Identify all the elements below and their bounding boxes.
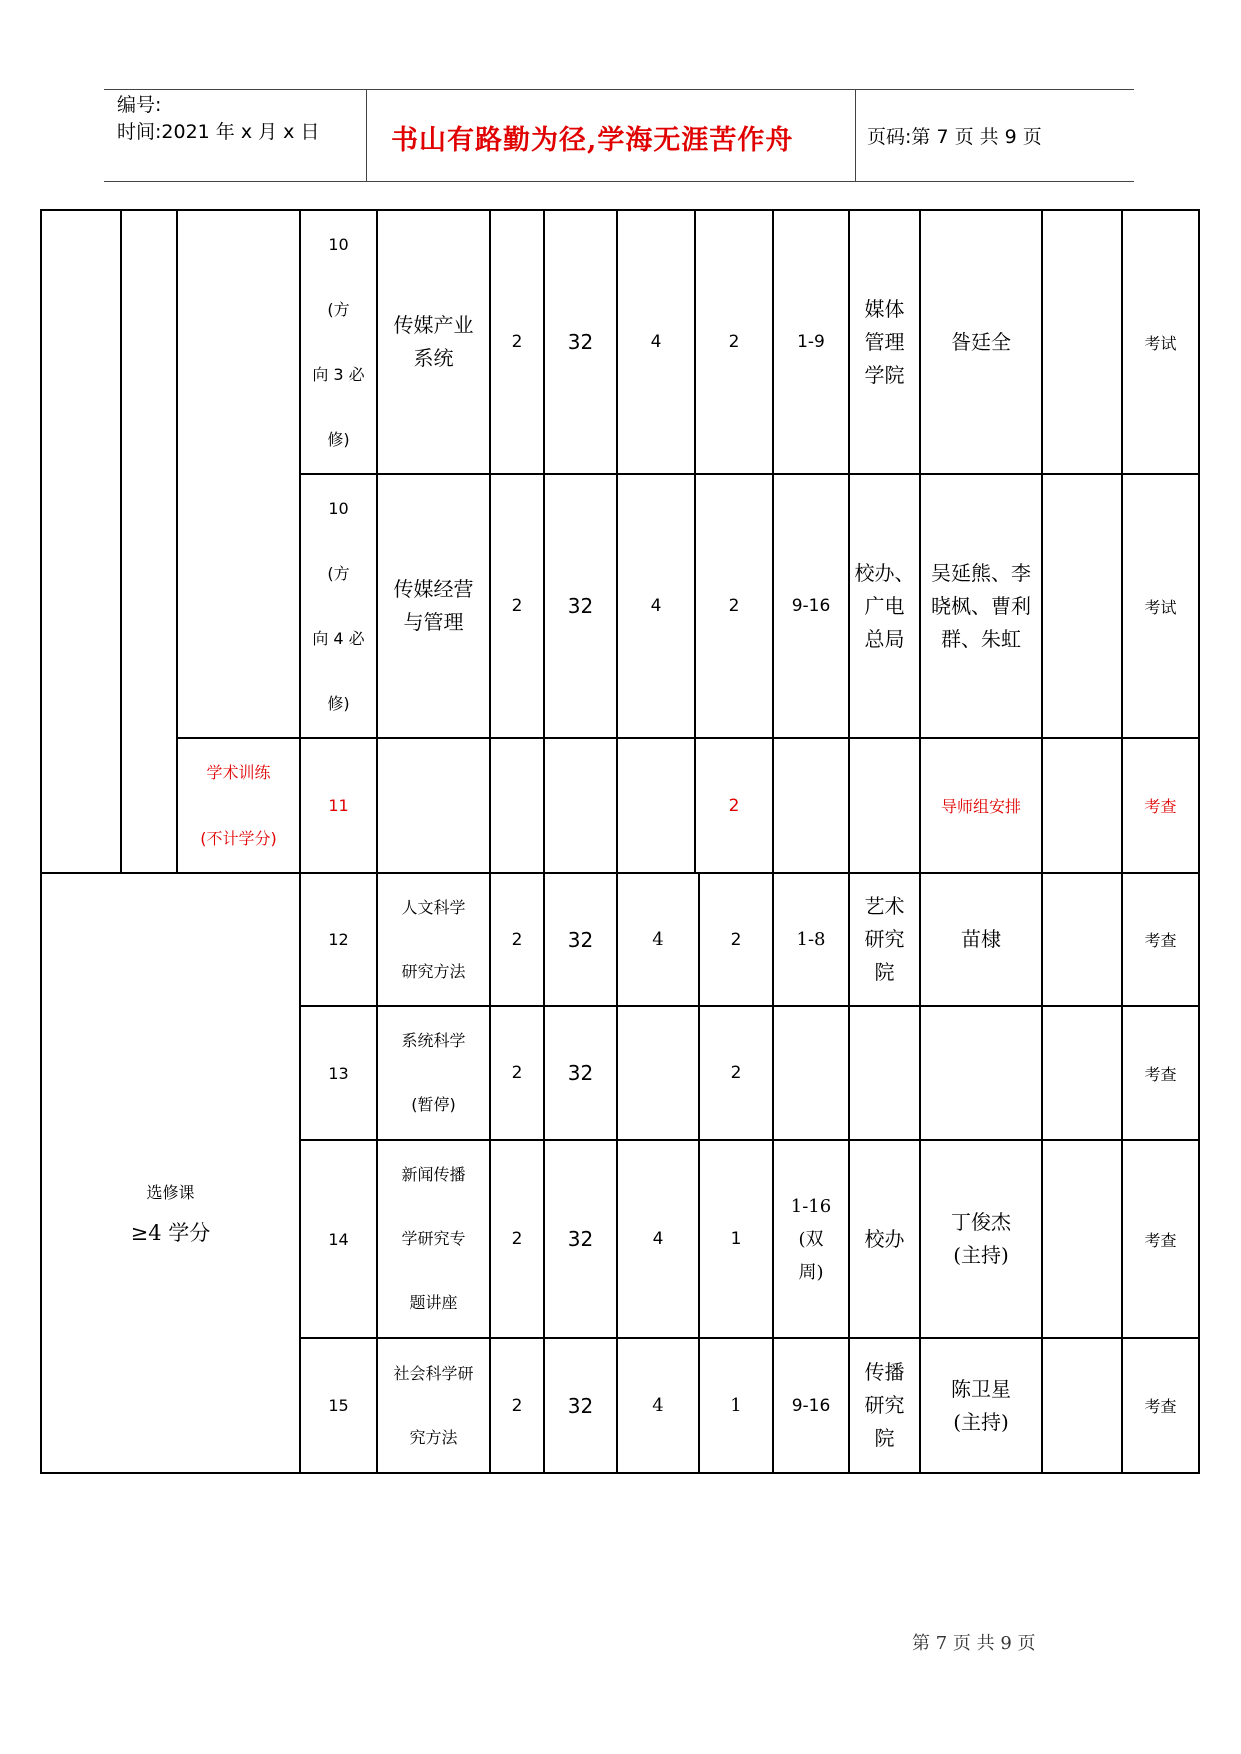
- row2-weeks: 9-16: [774, 475, 850, 739]
- row2-semester: 2: [696, 475, 774, 739]
- row7-weeks: 9-16: [774, 1339, 850, 1472]
- row4-teacher: 苗棣: [921, 874, 1043, 1007]
- row7-hours: 32: [545, 1339, 618, 1472]
- row4-semester: 2: [700, 874, 774, 1007]
- row2-dept: 校办、 广电 总局: [850, 475, 921, 739]
- row2-teacher: 吴延熊、李 晓枫、曹利 群、朱虹: [921, 475, 1043, 739]
- row1-course: 传媒产业 系统: [378, 211, 491, 475]
- row1-weeks-per: 4: [618, 211, 696, 475]
- row6-dept: 校办: [850, 1141, 921, 1339]
- course-table: [40, 209, 1200, 1474]
- row5-weeks: [774, 1007, 850, 1141]
- row6-weeks: 1-16 (双 周): [774, 1141, 850, 1339]
- row5-weeks-per: [618, 1007, 700, 1141]
- row7-dept: 传播 研究 院: [850, 1339, 921, 1472]
- row4-number: 12: [301, 874, 378, 1007]
- row4-hours: 32: [545, 874, 618, 1007]
- row7-weeks-per: 4: [618, 1339, 700, 1472]
- row1-hours: 32: [545, 211, 618, 475]
- row2-weeks-per: 4: [618, 475, 696, 739]
- row4-weeks-per: 4: [618, 874, 700, 1007]
- row5-blank: [1043, 1007, 1123, 1141]
- header-divider-left: [366, 89, 367, 182]
- blank-col-c: [178, 211, 301, 739]
- row2-blank: [1043, 475, 1123, 739]
- row2-number: 10 (方 向 4 必 修): [301, 475, 378, 739]
- row1-assess: 考试: [1123, 211, 1198, 475]
- page-label: 页码:第 7 页 共 9 页: [867, 126, 1042, 148]
- row7-course: 社会科学研 究方法: [378, 1339, 491, 1472]
- row3-blank: [1043, 739, 1123, 874]
- row3-category: 学术训练 (不计学分): [178, 739, 301, 874]
- row1-blank: [1043, 211, 1123, 475]
- row5-semester: 2: [700, 1007, 774, 1141]
- row5-number: 13: [301, 1007, 378, 1141]
- row1-weeks: 1-9: [774, 211, 850, 475]
- header-divider-right: [855, 89, 856, 182]
- row6-semester: 1: [700, 1141, 774, 1339]
- row5-hours: 32: [545, 1007, 618, 1141]
- row1-credit: 2: [491, 211, 545, 475]
- row5-course: 系统科学 (暂停): [378, 1007, 491, 1141]
- row3-number: 11: [301, 739, 378, 874]
- row7-assess: 考查: [1144, 1397, 1177, 1416]
- header-top-rule: [104, 89, 1134, 90]
- row3-dept: [850, 739, 921, 874]
- row7-blank: [1043, 1339, 1123, 1472]
- row6-assess: 考查: [1123, 1141, 1198, 1339]
- row1-dept: 媒体 管理 学院: [850, 211, 921, 475]
- blank-col-a: [42, 211, 122, 874]
- row4-blank: [1043, 874, 1123, 1007]
- row6-weeks-per: 4: [618, 1141, 700, 1339]
- header-motto: 书山有路勤为径,学海无涯苦作舟: [391, 125, 794, 156]
- row5-assess: 考查: [1123, 1007, 1198, 1141]
- row3-credit: [491, 739, 545, 874]
- serial-label: 编号:: [117, 94, 162, 116]
- row6-course: 新闻传播 学研究专 题讲座: [378, 1141, 491, 1339]
- elective-category: 选修课 ≥4 学分: [42, 874, 301, 1472]
- row1-semester: 2: [696, 211, 774, 475]
- row2-credit: 2: [491, 475, 545, 739]
- row4-dept: 艺术 研究 院: [850, 874, 921, 1007]
- row4-assess: 考查: [1123, 874, 1198, 1007]
- blank-col-b: [122, 211, 178, 874]
- row5-teacher: [921, 1007, 1043, 1141]
- row2-assess: 考试: [1123, 475, 1198, 739]
- row7-credit: 2: [491, 1339, 545, 1472]
- header-bottom-rule: [104, 181, 1134, 182]
- row4-weeks: 1-8: [774, 874, 850, 1007]
- row7-number: 15: [301, 1339, 378, 1472]
- row4-course: 人文科学 研究方法: [378, 874, 491, 1007]
- row1-number: 10 (方 向 3 必 修): [301, 211, 378, 475]
- row3-weeks: [774, 739, 850, 874]
- page-footer: 第 7 页 共 9 页: [912, 1633, 1036, 1654]
- row7-teacher: 陈卫星 (主持): [921, 1339, 1043, 1472]
- row3-assess: 考查: [1123, 739, 1198, 874]
- row6-hours: 32: [545, 1141, 618, 1339]
- row6-credit: 2: [491, 1141, 545, 1339]
- row3-course: [378, 739, 491, 874]
- row1-teacher: 昝廷全: [921, 211, 1043, 475]
- time-label: 时间:2021 年 x 月 x 日: [117, 121, 320, 143]
- row2-course: 传媒经营 与管理: [378, 475, 491, 739]
- row6-teacher: 丁俊杰 (主持): [921, 1141, 1043, 1339]
- row5-credit: 2: [491, 1007, 545, 1141]
- row3-hours: [545, 739, 618, 874]
- row6-blank: [1043, 1141, 1123, 1339]
- row2-hours: 32: [545, 475, 618, 739]
- row4-credit: 2: [491, 874, 545, 1007]
- row7-semester: 1: [700, 1339, 774, 1472]
- row5-dept: [850, 1007, 921, 1141]
- row3-semester: 2: [696, 739, 774, 874]
- row3-teacher: 导师组安排: [921, 739, 1043, 874]
- row3-weeks-per: [618, 739, 696, 874]
- row6-number: 14: [301, 1141, 378, 1339]
